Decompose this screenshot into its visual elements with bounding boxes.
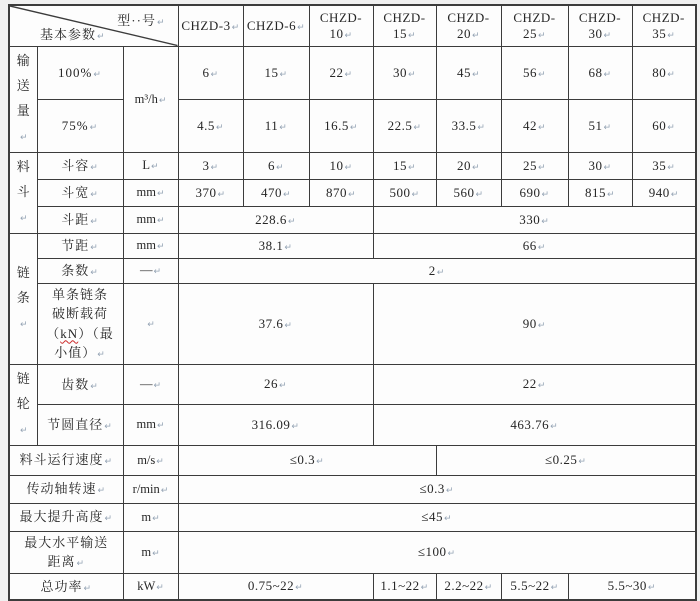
value-cell-merged: 66 ↵	[373, 233, 696, 258]
value-cell-merged: 90 ↵	[373, 283, 696, 364]
param-label-cell: 节圆直径 ↵	[37, 405, 123, 446]
value-cell: 15 ↵	[373, 152, 436, 179]
param-label-cell: 总功率 ↵	[9, 573, 123, 600]
value-cell: 45 ↵	[436, 46, 501, 99]
unit-cell: m ↵	[123, 531, 178, 573]
value-cell-merged: 330 ↵	[373, 206, 696, 233]
value-cell: 470 ↵	[243, 179, 309, 206]
table-row-capacity-75	[9, 99, 696, 152]
param-label-cell: 料斗运行速度 ↵	[9, 445, 123, 475]
param-label-cell: 最大提升高度 ↵	[9, 503, 123, 531]
value-cell: 15 ↵	[243, 46, 309, 99]
unit-cell	[123, 283, 178, 364]
table-row-capacity-100	[9, 46, 696, 99]
value-cell: 5.5~22 ↵	[501, 573, 568, 600]
table-row-max-horizontal-distance	[9, 531, 696, 573]
group-label-chain: 链条 ↵	[9, 233, 37, 364]
value-cell: 690 ↵	[501, 179, 568, 206]
unit-cell: mm ↵	[123, 179, 178, 206]
kn-misspell-mark: kN	[60, 325, 79, 341]
table-row-bucket-pitch	[9, 206, 696, 233]
breaking-load-label: 单条链条破断载荷（kN）（最小值） ↵	[46, 287, 113, 361]
param-label-cell: 传动轴转速 ↵	[9, 475, 123, 503]
param-label-cell: 100% ↵	[37, 46, 123, 99]
value-cell-merged: 38.1 ↵	[178, 233, 373, 258]
spec-table	[8, 4, 697, 601]
unit-cell: m ↵	[123, 503, 178, 531]
unit-cell: L ↵	[123, 152, 178, 179]
table-row-bucket-volume	[9, 152, 696, 179]
table-row-max-lift-height	[9, 503, 696, 531]
value-cell: 6 ↵	[243, 152, 309, 179]
param-label-cell: 齿数 ↵	[37, 364, 123, 405]
value-cell: 22.5 ↵	[373, 99, 436, 152]
value-cell: 22 ↵	[309, 46, 373, 99]
value-cell: 68 ↵	[568, 46, 632, 99]
group-label-conveying: 输送量 ↵	[9, 46, 37, 152]
value-cell: 42 ↵	[501, 99, 568, 152]
value-cell: 20 ↵	[436, 152, 501, 179]
value-cell: 10 ↵	[309, 152, 373, 179]
model-header-cell: CHZD-25 ↵	[501, 5, 568, 46]
value-cell: 25 ↵	[501, 152, 568, 179]
model-header-cell: CHZD-3 ↵	[178, 5, 243, 46]
header-row	[9, 5, 696, 46]
param-axis-label: 基本参数 ↵	[40, 24, 106, 43]
value-cell: 500 ↵	[373, 179, 436, 206]
value-cell: 6 ↵	[178, 46, 243, 99]
value-cell-merged: 5.5~30 ↵	[568, 573, 696, 600]
group-label-bucket: 料斗 ↵	[9, 152, 37, 233]
param-label-cell: 75% ↵	[37, 99, 123, 152]
value-cell-merged: 37.6 ↵	[178, 283, 373, 364]
param-label-cell: 斗宽 ↵	[37, 179, 123, 206]
model-header-cell: CHZD-15 ↵	[373, 5, 436, 46]
table-row-chain-count	[9, 258, 696, 283]
unit-cell: mm ↵	[123, 405, 178, 446]
model-header-cell: CHZD-35 ↵	[632, 5, 696, 46]
value-cell: 56 ↵	[501, 46, 568, 99]
unit-cell: — ↵	[123, 364, 178, 405]
unit-cell: r/min ↵	[123, 475, 178, 503]
unit-cell: — ↵	[123, 258, 178, 283]
value-cell: 3 ↵	[178, 152, 243, 179]
value-cell: 1.1~22 ↵	[373, 573, 436, 600]
value-cell: 60 ↵	[632, 99, 696, 152]
diagonal-header-cell	[9, 5, 178, 46]
param-label-cell: 斗容 ↵	[37, 152, 123, 179]
value-cell: 815 ↵	[568, 179, 632, 206]
model-header-cell: CHZD-20 ↵	[436, 5, 501, 46]
unit-cell: mm ↵	[123, 206, 178, 233]
empty-unit-mark	[146, 316, 155, 330]
value-cell-merged: ≤100 ↵	[178, 531, 696, 573]
unit-cell: kW ↵	[123, 573, 178, 600]
unit-cell: m/s ↵	[123, 445, 178, 475]
unit-cell: mm ↵	[123, 233, 178, 258]
param-label-cell	[37, 283, 123, 364]
value-cell-merged: ≤0.3 ↵	[178, 475, 696, 503]
group-label-sprocket: 链轮 ↵	[9, 364, 37, 445]
table-row-sprocket-diameter	[9, 405, 696, 446]
table-row-sprocket-teeth	[9, 364, 696, 405]
table-row-bucket-width	[9, 179, 696, 206]
table-row-bucket-speed	[9, 445, 696, 475]
value-cell: 30 ↵	[568, 152, 632, 179]
value-cell-merged: 26 ↵	[178, 364, 373, 405]
value-cell: 870 ↵	[309, 179, 373, 206]
value-cell-merged: 228.6 ↵	[178, 206, 373, 233]
model-header-cell: CHZD-6 ↵	[243, 5, 309, 46]
value-cell: 16.5 ↵	[309, 99, 373, 152]
value-cell: 11 ↵	[243, 99, 309, 152]
value-cell-merged: 22 ↵	[373, 364, 696, 405]
value-cell: 33.5 ↵	[436, 99, 501, 152]
value-cell: 4.5 ↵	[178, 99, 243, 152]
unit-cell: m³/h ↵	[123, 46, 178, 152]
table-row-shaft-speed	[9, 475, 696, 503]
param-label-cell: 斗距 ↵	[37, 206, 123, 233]
model-axis-label: 型··号 ↵	[117, 10, 165, 29]
table-row-total-power	[9, 573, 696, 600]
param-label-cell: 节距 ↵	[37, 233, 123, 258]
value-cell-merged: 463.76 ↵	[373, 405, 696, 446]
value-cell: 35 ↵	[632, 152, 696, 179]
table-row-chain-breaking-load	[9, 283, 696, 364]
value-cell-merged: ≤45 ↵	[178, 503, 696, 531]
value-cell-merged: 2 ↵	[178, 258, 696, 283]
table-row-chain-pitch	[9, 233, 696, 258]
value-cell-merged: 0.75~22 ↵	[178, 573, 373, 600]
model-header-cell: CHZD-30 ↵	[568, 5, 632, 46]
model-header-cell: CHZD-10 ↵	[309, 5, 373, 46]
value-cell: 940 ↵	[632, 179, 696, 206]
value-cell-merged: 316.09 ↵	[178, 405, 373, 446]
param-label-cell: 条数 ↵	[37, 258, 123, 283]
value-cell-merged: ≤0.25 ↵	[436, 445, 696, 475]
value-cell: 2.2~22 ↵	[436, 573, 501, 600]
param-label-cell: 最大水平输送距离 ↵	[9, 531, 123, 573]
value-cell: 560 ↵	[436, 179, 501, 206]
value-cell-merged: ≤0.3 ↵	[178, 445, 436, 475]
value-cell: 51 ↵	[568, 99, 632, 152]
value-cell: 80 ↵	[632, 46, 696, 99]
value-cell: 370 ↵	[178, 179, 243, 206]
value-cell: 30 ↵	[373, 46, 436, 99]
